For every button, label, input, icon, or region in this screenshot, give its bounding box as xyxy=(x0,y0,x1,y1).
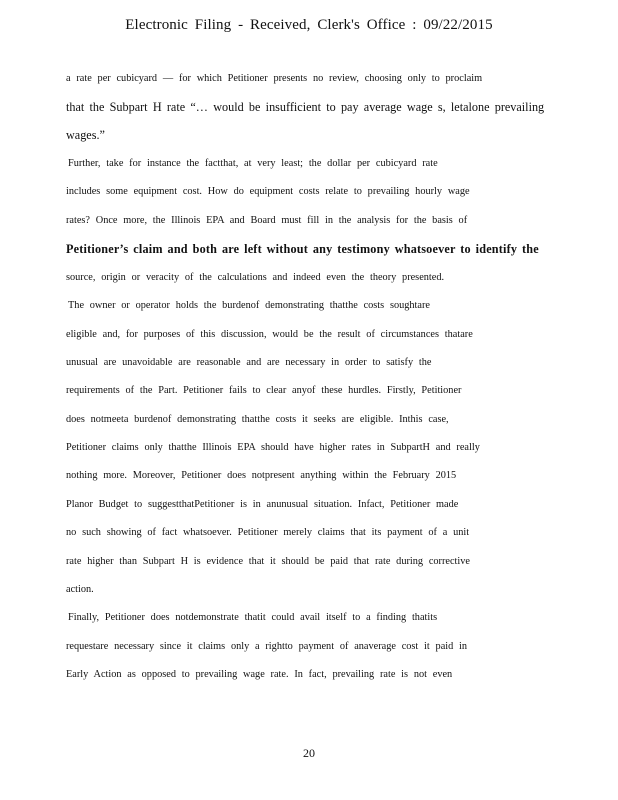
text-line: Planor Budget to suggestthatPetitioner is in anunusual situation. Infact, Petitioner made xyxy=(66,499,459,510)
text-line: Petitioner’s claim and both are left without any testimony whatsoever to identify the xyxy=(66,242,539,256)
text-line: a rate per cubicyard — for which Petitioner presents no review, choosing only to proclaim xyxy=(66,73,483,84)
text-line: no such showing of fact whatsoever. Petitioner merely claims that its payment of a unit xyxy=(66,527,470,538)
text-line: requirements of the Part. Petitioner fails to clear anyof these hurdles. Firstly, Petitioner xyxy=(66,385,462,396)
text-line: that the Subpart H rate “… would be insufficient to pay average wage s, letalone prevailing xyxy=(66,100,545,114)
text-line: action. xyxy=(66,584,94,595)
text-line: nothing more. Moreover, Petitioner does notpresent anything within the February 2015 xyxy=(66,470,457,481)
text-line: Finally, Petitioner does notdemonstrate thatit could avail itself to a finding thatits xyxy=(68,612,438,623)
filing-header: Electronic Filing - Received, Clerk's Office : 09/22/2015 xyxy=(125,17,493,33)
text-line: requestare necessary since it claims only a rightto payment of anaverage cost it paid in xyxy=(66,641,468,652)
text-line: Early Action as opposed to prevailing wage rate. In fact, prevailing rate is not even xyxy=(66,669,453,680)
text-line: Petitioner claims only thatthe Illinois EPA should have higher rates in SubpartH and really xyxy=(66,442,480,453)
text-line: source, origin or veracity of the calculations and indeed even the theory presented. xyxy=(66,272,445,283)
page-number: 20 xyxy=(303,746,315,760)
text-line: includes some equipment cost. How do equipment costs relate to prevailing hourly wage xyxy=(66,186,470,197)
text-line: Further, take for instance the factthat, at very least; the dollar per cubicyard rate xyxy=(68,158,438,169)
text-line: rates? Once more, the Illinois EPA and Board must fill in the analysis for the basis of xyxy=(66,215,468,226)
text-line: unusual are unavoidable are reasonable and are necessary in order to satisfy the xyxy=(66,357,432,368)
text-line: The owner or operator holds the burdenof demonstrating thatthe costs soughtare xyxy=(68,300,430,311)
text-line: does notmeeta burdenof demonstrating thatthe costs it seeks are eligible. Inthis case, xyxy=(66,414,449,425)
text-line: eligible and, for purposes of this discussion, would be the result of circumstances thatare xyxy=(66,329,473,340)
text-line: wages.” xyxy=(66,128,105,142)
text-line: rate higher than Subpart H is evidence that it should be paid that rate during corrective xyxy=(66,556,470,567)
